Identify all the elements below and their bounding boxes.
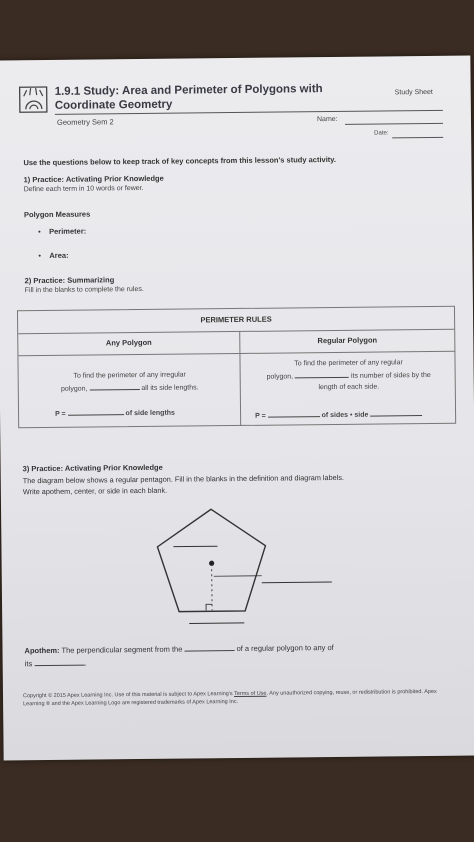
list-item: • Area:	[38, 250, 69, 261]
blank-field[interactable]	[184, 642, 234, 652]
apothem-label-pointer	[214, 576, 262, 577]
right-angle-mark	[206, 604, 212, 610]
center-point	[209, 561, 214, 566]
table-title: PERIMETER RULES	[18, 307, 454, 335]
q2-subtext: Fill in the blanks to complete the rules.	[24, 285, 144, 295]
q2-heading: 2) Practice: Summarizing	[24, 275, 115, 286]
doc-type-label: Study Sheet	[394, 88, 433, 97]
q3-heading: 3) Practice: Activating Prior Knowledge	[22, 462, 163, 474]
pentagon-shape	[157, 509, 266, 612]
blank-field[interactable]	[370, 407, 422, 417]
q1-heading: 1) Practice: Activating Prior Knowledge	[23, 173, 164, 185]
blank-field[interactable]	[268, 408, 320, 418]
apex-logo-icon	[19, 84, 49, 114]
blank-field[interactable]	[295, 369, 349, 379]
terms-of-use-link[interactable]: Terms of Use	[234, 690, 267, 698]
name-label: Name:	[316, 115, 338, 124]
page-title: 1.9.1 Study: Area and Perimeter of Polygons with Coordinate Geometry	[54, 83, 323, 112]
perimeter-rules-table	[17, 306, 456, 429]
blank-field[interactable]	[34, 657, 84, 667]
date-field[interactable]	[392, 137, 443, 139]
course-name: Geometry Sem 2	[56, 117, 114, 127]
column-header-any-polygon: Any Polygon	[18, 331, 239, 356]
instructions: Use the questions below to keep track of key concepts from this lesson's study activity.	[23, 154, 337, 168]
apothem-definition: Apothem: The perpendicular segment from the of a regular polygon to any of its .	[24, 643, 334, 669]
name-field[interactable]	[345, 123, 443, 125]
side-label-blank	[189, 623, 244, 624]
regular-polygon-formula: P = of sides • side	[255, 407, 422, 422]
regular-pentagon-diagram	[151, 505, 342, 627]
blank-field[interactable]	[68, 406, 124, 416]
q3-line1: The diagram below shows a regular pentagon. Fill in the blanks in the definition and diagram labels.	[22, 472, 345, 486]
polygon-measures-heading: Polygon Measures	[23, 209, 91, 220]
any-polygon-formula: P = of side lengths	[55, 406, 175, 420]
blank-field[interactable]	[89, 381, 139, 391]
any-polygon-rule: To find the perimeter of any irregular polygon, all its side lengths.	[60, 371, 199, 393]
regular-polygon-rule: To find the perimeter of any regular polygon, its number of sides by the length of each side.	[266, 359, 431, 392]
q3-line2: Write apothem, center, or side in each blank.	[22, 485, 168, 497]
copyright-footer: Copyright © 2015 Apex Learning Inc. Use of this material is subject to Apex Learning's Terms of Use. Any unauthorized copying, reuse, or redistribution is prohibited. Apex Learning ® and the Apex Learning Logo are registered trademarks of Apex Learning Inc.	[22, 688, 437, 708]
q1-subtext: Define each term in 10 words or fewer.	[23, 184, 144, 194]
apothem-label-blank	[262, 582, 332, 583]
date-label: Date:	[374, 130, 389, 137]
column-header-regular-polygon: Regular Polygon	[239, 329, 455, 354]
study-sheet-page	[0, 56, 474, 761]
list-item: • Perimeter:	[38, 226, 87, 237]
